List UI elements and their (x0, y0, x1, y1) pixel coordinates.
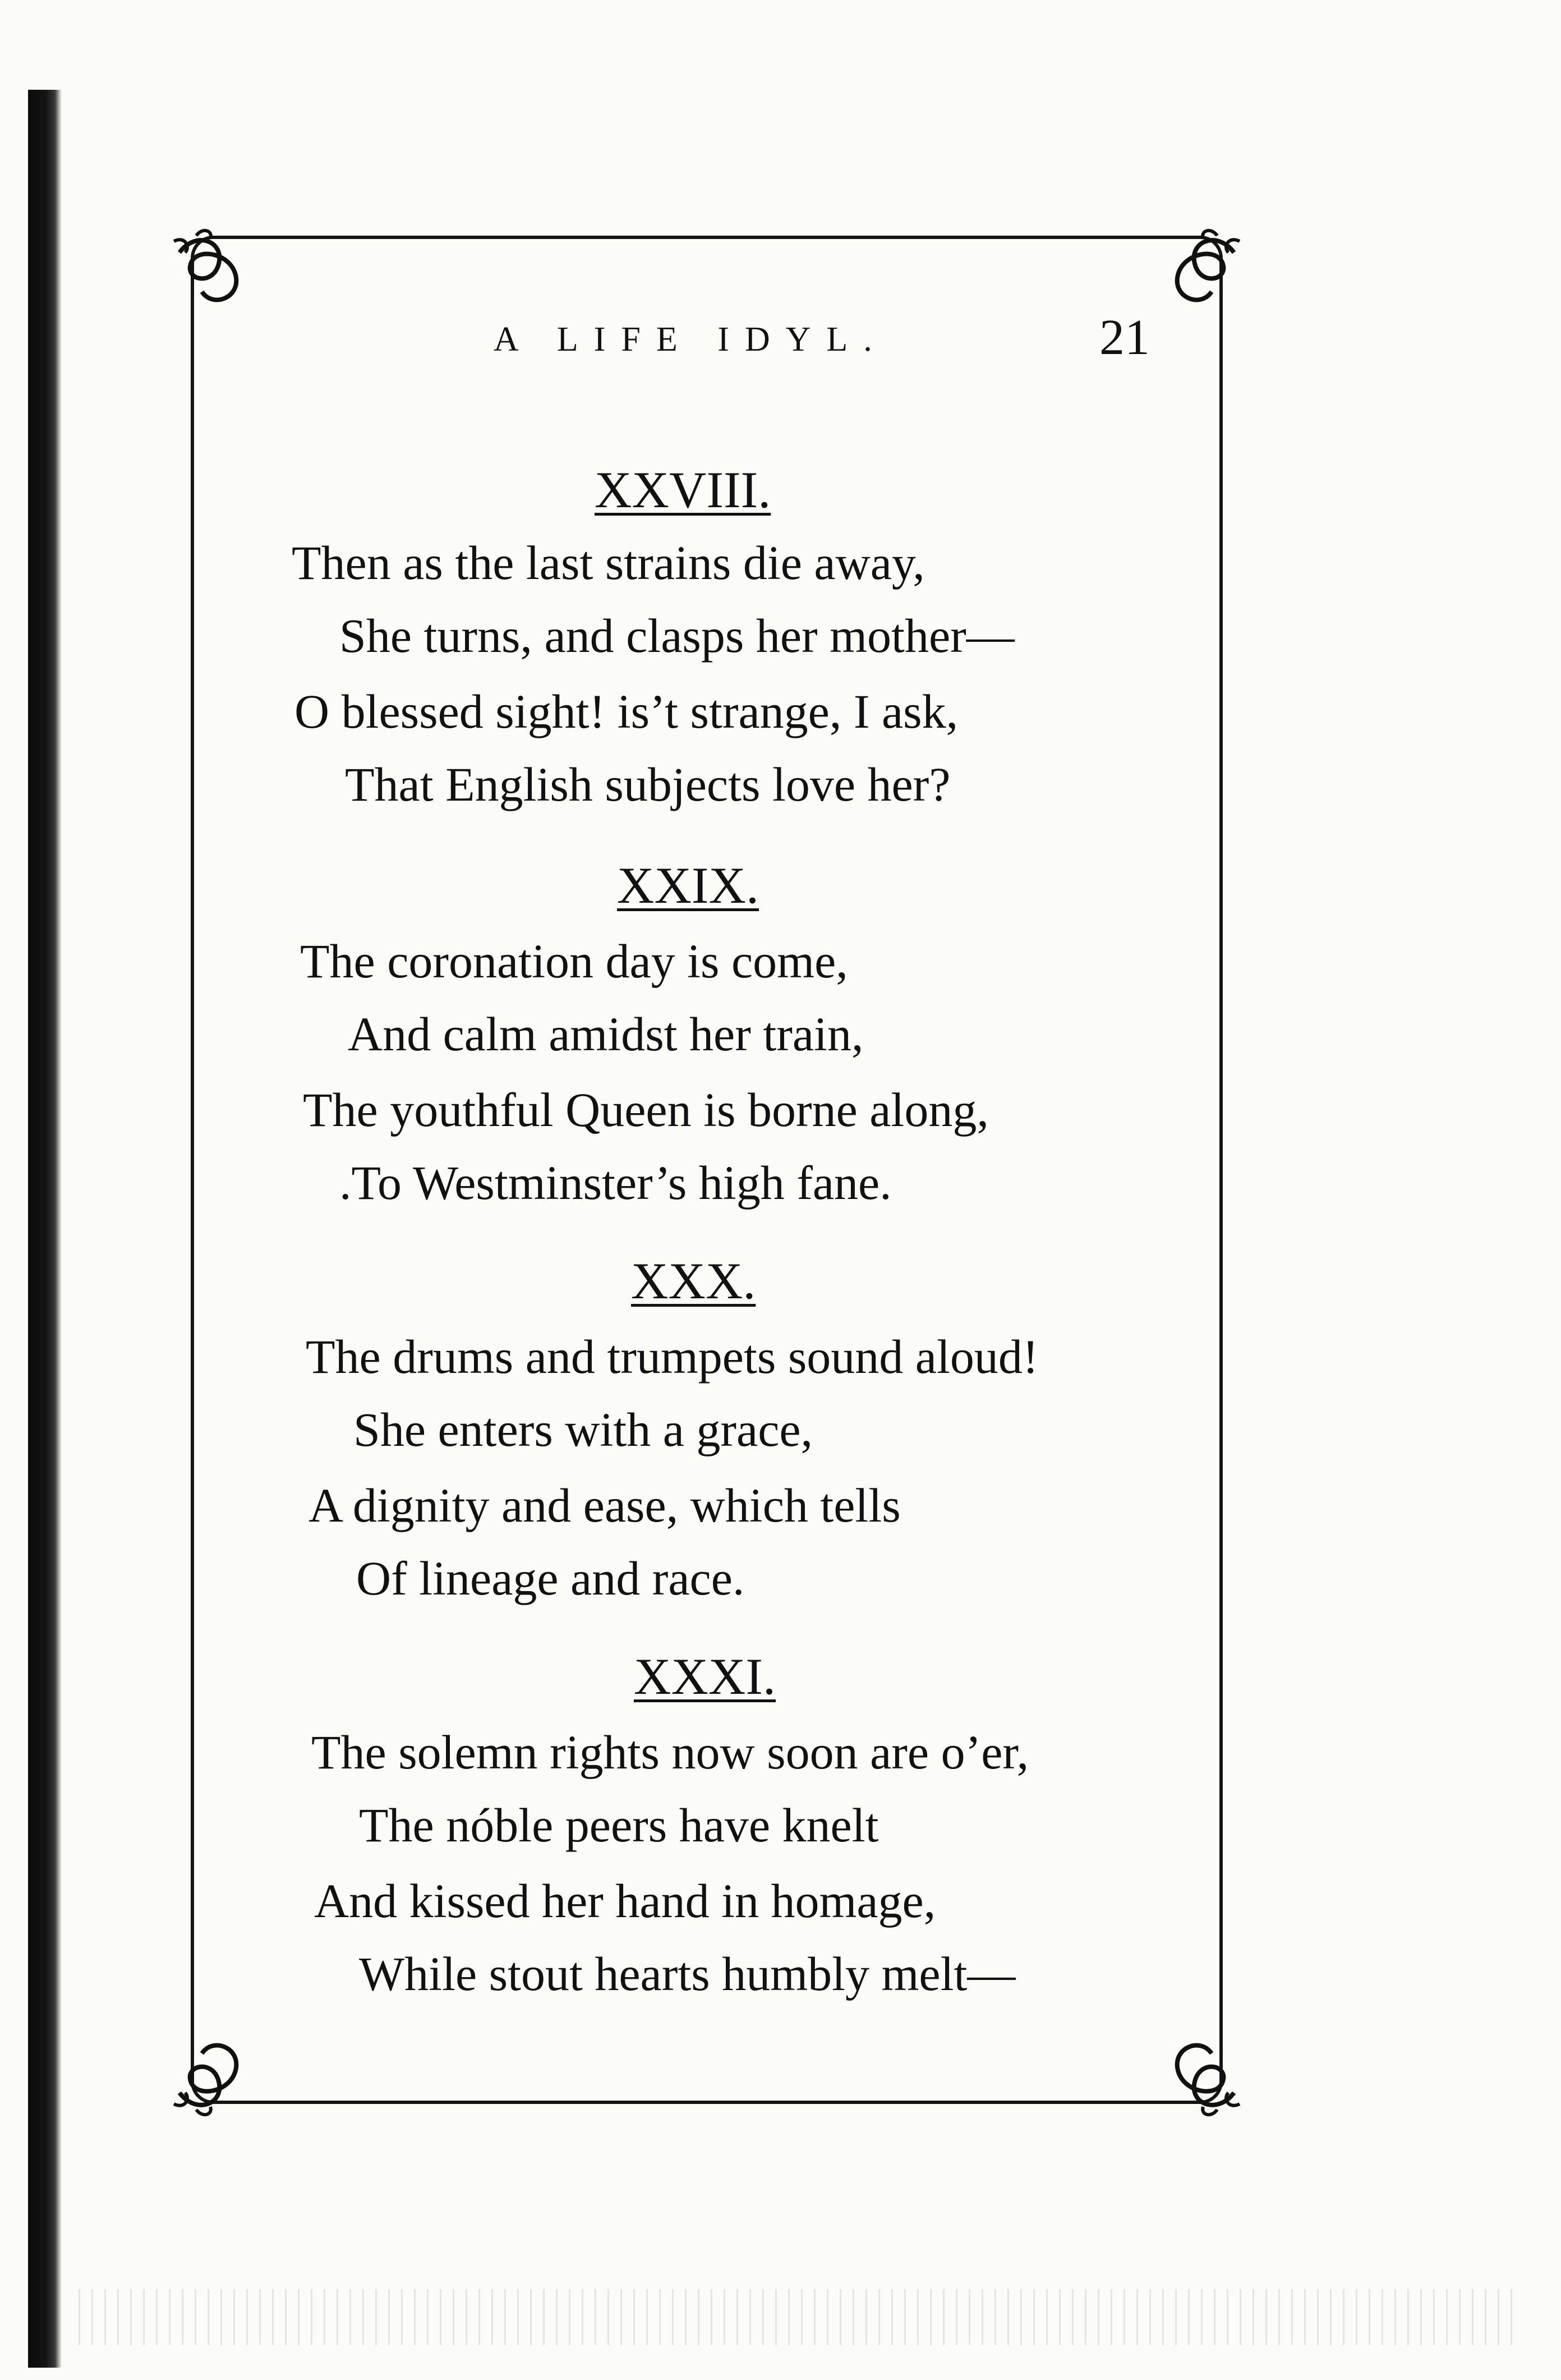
stanza-numeral: XXVIII. (595, 461, 771, 518)
page-number: 21 (1099, 310, 1150, 365)
verse-line: Of lineage and race. (356, 1551, 745, 1605)
stanza-numeral: XXIX. (617, 857, 759, 914)
verse-line: The youthful Queen is borne along, (303, 1083, 989, 1137)
verse-line: And calm amidst her train, (348, 1007, 864, 1061)
verse-line: That English subjects love her? (345, 757, 951, 811)
verse-line: O blessed sight! is’t strange, I ask, (294, 684, 959, 738)
verse-line: And kissed her hand in homage, (314, 1874, 936, 1928)
verse-line: She enters with a grace, (353, 1403, 813, 1457)
stanza-numeral: XXX. (631, 1252, 756, 1310)
running-head: A LIFE IDYL. (494, 320, 888, 359)
corner-ornament-bottom-right (1139, 2014, 1251, 2126)
verse-line: Then as the last strains die away, (292, 536, 925, 590)
verse-line: The solemn rights now soon are o’er, (311, 1725, 1029, 1779)
scan-artifact (79, 2289, 1514, 2345)
verse-line: The coronation day is come, (300, 934, 848, 988)
stanza-numeral: XXXI. (634, 1648, 776, 1705)
verse-line: While stout hearts humbly melt— (359, 1947, 1016, 2001)
verse-line: The drums and trumpets sound aloud! (306, 1330, 1039, 1384)
verse-line: The nóble peers have knelt (359, 1798, 879, 1852)
corner-ornament-top-right (1139, 219, 1251, 331)
corner-ornament-top-left (163, 219, 275, 331)
verse-line: She turns, and clasps her mother— (339, 609, 1015, 663)
book-binding-edge (28, 90, 62, 2368)
verse-line: A dignity and ease, which tells (308, 1478, 901, 1532)
verse-line: .To Westminster’s high fane. (339, 1156, 892, 1210)
corner-ornament-bottom-left (163, 2014, 275, 2126)
